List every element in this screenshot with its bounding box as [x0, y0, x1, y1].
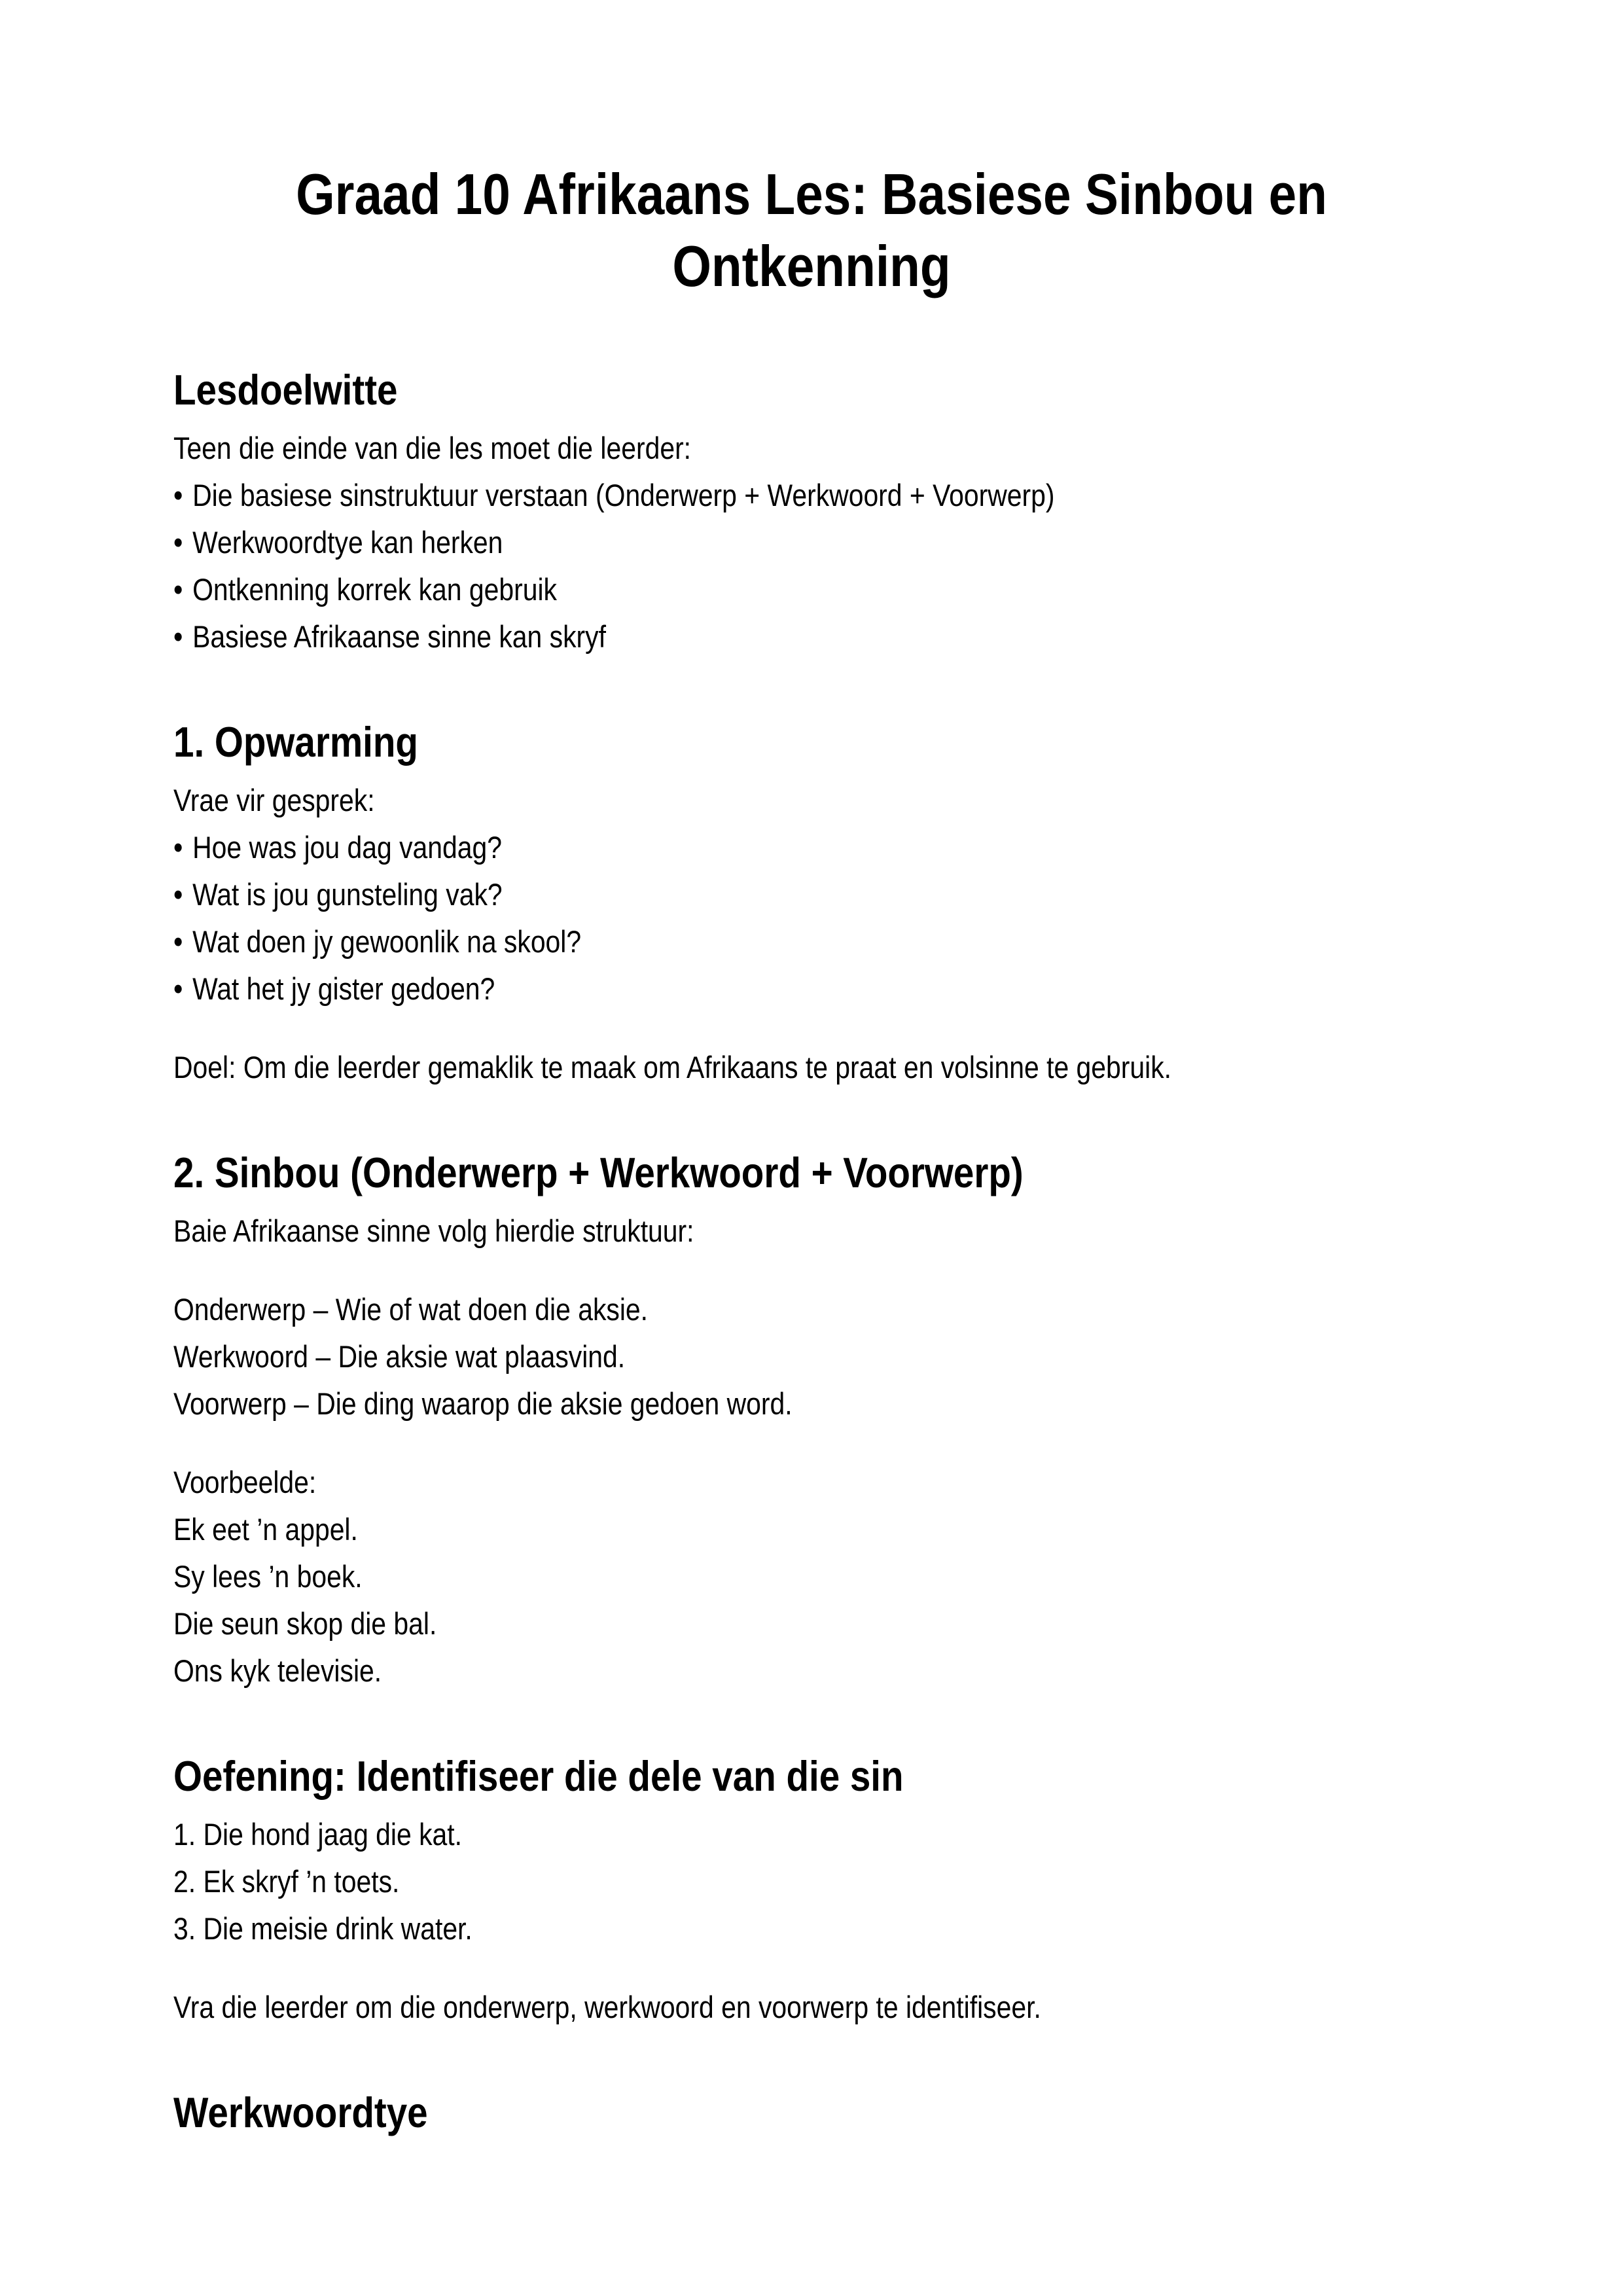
page-title — [173, 158, 1450, 302]
heading-sinbou: 2. Sinbou (Onderwerp + Werkwoord + Voorwerp) — [173, 1149, 1024, 1196]
bullet-text: Basiese Afrikaanse sinne kan skryf — [192, 619, 606, 654]
bullet-item — [173, 619, 1450, 655]
bullet-text: Ontkenning korrek kan gebruik — [192, 572, 557, 607]
definition-line: Onderwerp – Wie of wat doen die aksie. — [173, 1292, 649, 1327]
section-sinbou — [173, 1147, 1450, 1689]
bullet-text: Werkwoordtye kan herken — [192, 525, 503, 560]
bullet-icon: • — [173, 619, 183, 654]
bullet-icon: • — [173, 877, 183, 912]
section-lesdoelwitte — [173, 365, 1450, 655]
bullet-text: Wat doen jy gewoonlik na skool? — [192, 924, 582, 959]
definition-line: Voorwerp – Die ding waarop die aksie gedoen word. — [173, 1386, 793, 1421]
heading-werkwoordtye: Werkwoordtye — [173, 2089, 428, 2136]
bullet-item — [173, 829, 1450, 866]
section-oefening — [173, 1751, 1450, 2026]
doel-line: Doel: Om die leerder gemaklik te maak om Afrikaans te praat en volsinne te gebruik. — [173, 1050, 1172, 1085]
page-title-line1: Graad 10 Afrikaans Les: Basiese Sinbou en — [296, 162, 1327, 226]
bullet-item — [173, 971, 1450, 1007]
exercise-item: 3. Die meisie drink water. — [173, 1911, 473, 1946]
bullet-text: Wat is jou gunsteling vak? — [192, 877, 503, 912]
heading-lesdoelwitte: Lesdoelwitte — [173, 366, 398, 414]
bullet-icon: • — [173, 478, 183, 512]
bullet-icon: • — [173, 525, 183, 560]
heading-oefening: Oefening: Identifiseer die dele van die sin — [173, 1752, 904, 1800]
bullet-icon: • — [173, 924, 183, 959]
section-werkwoordtye — [173, 2087, 1450, 2138]
bullet-text: Hoe was jou dag vandag? — [192, 830, 502, 865]
bullet-item — [173, 876, 1450, 913]
intro-line: Vrae vir gesprek: — [173, 783, 375, 817]
intro-line: Teen die einde van die les moet die leerder: — [173, 431, 692, 465]
intro-line: Baie Afrikaanse sinne volg hierdie struktuur: — [173, 1213, 694, 1248]
bullet-icon: • — [173, 572, 183, 607]
examples-label: Voorbeelde: — [173, 1465, 317, 1499]
bullet-item — [173, 477, 1450, 514]
note-line: Vra die leerder om die onderwerp, werkwoord en voorwerp te identifiseer. — [173, 1990, 1041, 2024]
example-line: Die seun skop die bal. — [173, 1606, 437, 1641]
exercise-item: 2. Ek skryf ’n toets. — [173, 1864, 400, 1899]
example-line: Ons kyk televisie. — [173, 1653, 382, 1688]
section-opwarming — [173, 717, 1450, 1086]
bullet-icon: • — [173, 830, 183, 865]
bullet-item — [173, 524, 1450, 561]
bullet-item — [173, 571, 1450, 608]
exercise-item: 1. Die hond jaag die kat. — [173, 1817, 463, 1852]
bullet-text: Die basiese sinstruktuur verstaan (Onderwerp + Werkwoord + Voorwerp) — [192, 478, 1055, 512]
heading-opwarming: 1. Opwarming — [173, 718, 418, 766]
bullet-text: Wat het jy gister gedoen? — [192, 971, 495, 1006]
example-line: Ek eet ’n appel. — [173, 1512, 358, 1547]
bullet-icon: • — [173, 971, 183, 1006]
definition-line: Werkwoord – Die aksie wat plaasvind. — [173, 1339, 626, 1374]
bullet-item — [173, 924, 1450, 960]
page-title-line2: Ontkenning — [672, 234, 951, 298]
example-line: Sy lees ’n boek. — [173, 1559, 363, 1594]
